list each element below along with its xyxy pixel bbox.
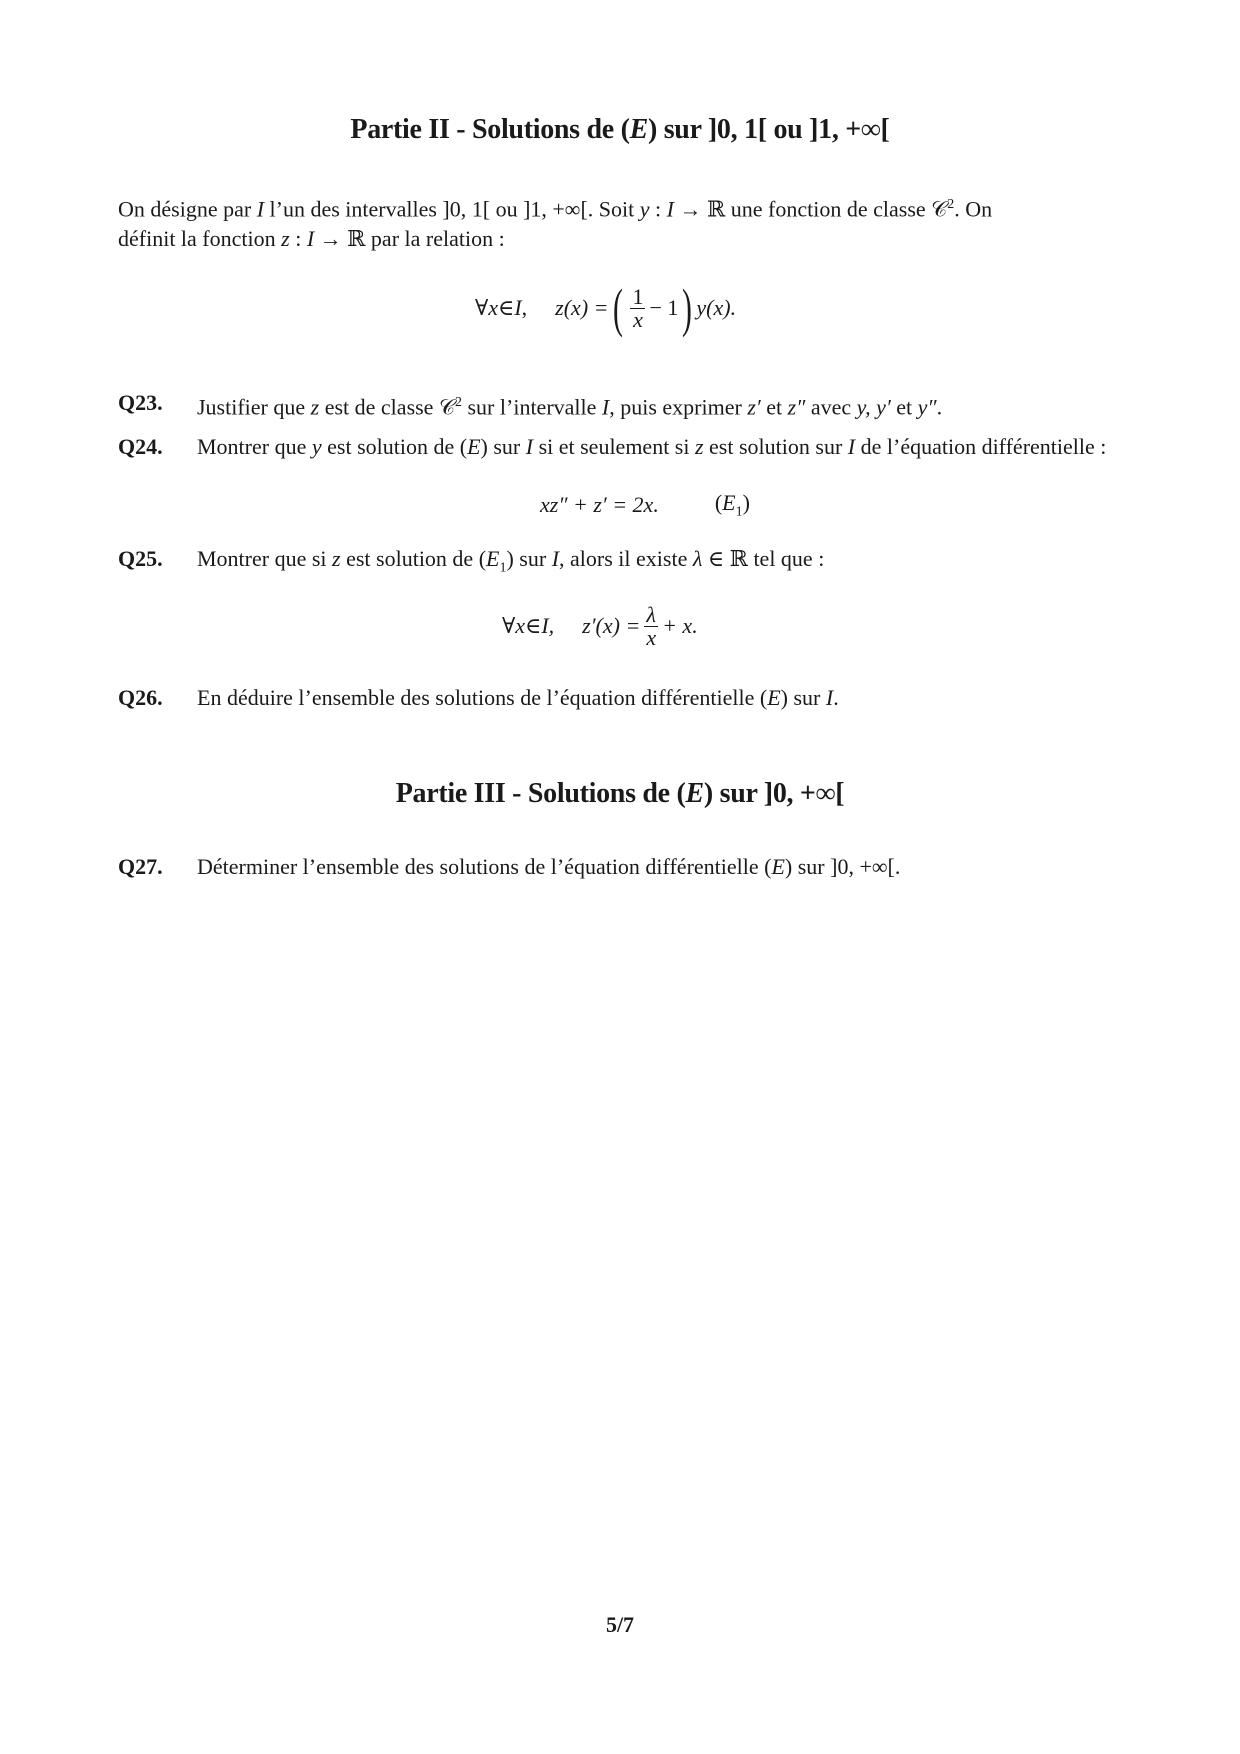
right-paren-icon: ) [682, 278, 693, 338]
text: sur l’intervalle [462, 394, 602, 420]
title-text: Partie III - Solutions de ( [395, 778, 686, 809]
math-var: λ [692, 546, 703, 571]
math-var: z [310, 394, 320, 420]
section-title-part-2 [0, 114, 1240, 146]
section-title-part-3 [0, 778, 1240, 810]
text: si et seulement si [533, 434, 695, 459]
question-q27 [118, 852, 1130, 882]
math-var: I [847, 434, 856, 459]
math-var: I [551, 546, 560, 571]
element-of-symbol: ∈ [498, 295, 515, 320]
question-text [197, 544, 1130, 583]
formula-lhs: xz″ + z′ = 2x. [540, 492, 659, 518]
math-var: x [488, 295, 499, 320]
text: Montrer que [197, 434, 312, 459]
subscript: 1 [735, 504, 743, 520]
text: En déduire l’ensemble des solutions de l’équation différentielle ( [197, 685, 768, 710]
math-var: E [486, 546, 500, 571]
question-text [197, 388, 1130, 422]
element-of-symbol: ∈ [525, 613, 542, 638]
math-var: x [515, 613, 526, 638]
question-text [197, 683, 1130, 713]
math-var: I [306, 226, 315, 252]
text: avec [805, 394, 857, 420]
formula-e1 [540, 490, 750, 520]
formula-lhs: z(x) = [555, 295, 609, 320]
subscript: 1 [499, 560, 507, 576]
formula-definition-z [475, 278, 736, 338]
question-number: Q27. [118, 854, 163, 879]
text: ) sur [506, 546, 552, 571]
question-number: Q23. [118, 390, 163, 415]
numerator: λ [646, 601, 656, 627]
text: Justifier que [197, 394, 311, 420]
fraction [644, 601, 658, 650]
question-q24 [118, 432, 1130, 462]
math-var: z [332, 546, 341, 571]
text: est de classe 𝒞 [319, 394, 455, 420]
forall-symbol: ∀ [475, 295, 489, 320]
text: − 1 [649, 295, 679, 320]
text: de l’équation différentielle : [855, 434, 1107, 459]
math-var: I [256, 196, 265, 222]
question-number: Q26. [118, 685, 163, 710]
text: l’un des intervalles ]0, 1[ ou ]1, +∞[. Soit [264, 196, 640, 222]
text: . [833, 685, 839, 710]
math-var: z [281, 226, 290, 252]
text: . [936, 394, 943, 420]
question-number: Q25. [118, 546, 163, 571]
equation-label: $(E_1)$ [714, 490, 750, 520]
text: , puis exprimer [609, 394, 748, 420]
math-var: I [601, 394, 610, 420]
text: ) sur [780, 685, 826, 710]
math-var: y″ [917, 394, 937, 420]
text: ) sur ]0, +∞[. [784, 854, 901, 879]
math-var: I [825, 685, 834, 710]
text: ∈ ℝ tel que : [702, 546, 825, 571]
question-q23 [118, 388, 1130, 422]
question-q26 [118, 683, 1130, 713]
math-var: I [525, 434, 534, 459]
formula-rhs: + x. [662, 613, 698, 638]
math-var: E [767, 685, 781, 710]
formula-rhs: y(x). [696, 295, 737, 320]
math-var: I [666, 196, 674, 222]
superscript: 2 [947, 197, 955, 212]
text: est solution sur [703, 434, 848, 459]
math-var: z″ [787, 394, 806, 420]
intro-paragraph [118, 190, 1130, 254]
title-text: Partie II - Solutions de ( [350, 114, 630, 145]
math-var: E [771, 854, 785, 879]
intro-line-1 [118, 190, 1130, 224]
forall-symbol: ∀ [502, 613, 516, 638]
math-var: z [694, 434, 704, 459]
text: et [890, 394, 918, 420]
title-text: ) sur ]0, 1[ ou ]1, +∞[ [647, 114, 890, 145]
title-equation-symbol: E [629, 114, 648, 145]
text: , alors il existe [559, 546, 693, 571]
denominator: x [646, 624, 657, 650]
question-text [197, 852, 1130, 882]
question-text [197, 432, 1130, 462]
formula-lhs: z′(x) = [582, 613, 641, 638]
math-var: I [514, 295, 522, 320]
title-text: ) sur ]0, +∞[ [703, 778, 845, 809]
title-equation-symbol: E [685, 778, 704, 809]
text: et [760, 394, 788, 420]
question-number: Q24. [118, 434, 163, 459]
text: → ℝ par la relation : [314, 226, 505, 252]
intro-line-2 [118, 224, 1130, 254]
math-var: y [639, 196, 650, 222]
text: ) sur [480, 434, 526, 459]
text: est solution de ( [340, 546, 487, 571]
math-var: y [311, 434, 322, 459]
text: . On [954, 196, 993, 222]
math-var: E [722, 490, 736, 515]
text: On désigne par [118, 196, 257, 222]
text: : [289, 226, 307, 252]
text: est solution de ( [321, 434, 468, 459]
page-number: 5/7 [605, 1612, 635, 1637]
superscript: 2 [455, 395, 462, 410]
fraction [630, 283, 645, 332]
text: Montrer que si [197, 546, 333, 571]
math-var: y, y′ [856, 394, 891, 420]
left-paren-icon: ( [612, 278, 623, 338]
text: , [521, 295, 528, 320]
denominator: x [633, 306, 643, 332]
text: définit la fonction [118, 226, 282, 252]
text: : [649, 196, 667, 222]
math-var: z′ [747, 394, 761, 420]
formula-z-prime [502, 600, 698, 652]
math-var: E [467, 434, 481, 459]
question-q25 [118, 544, 1130, 583]
text: Déterminer l’ensemble des solutions de l’équation différentielle ( [197, 854, 772, 879]
text: → ℝ une fonction de classe 𝒞 [674, 196, 948, 222]
math-var: I, [541, 613, 555, 638]
numerator: 1 [632, 283, 644, 309]
